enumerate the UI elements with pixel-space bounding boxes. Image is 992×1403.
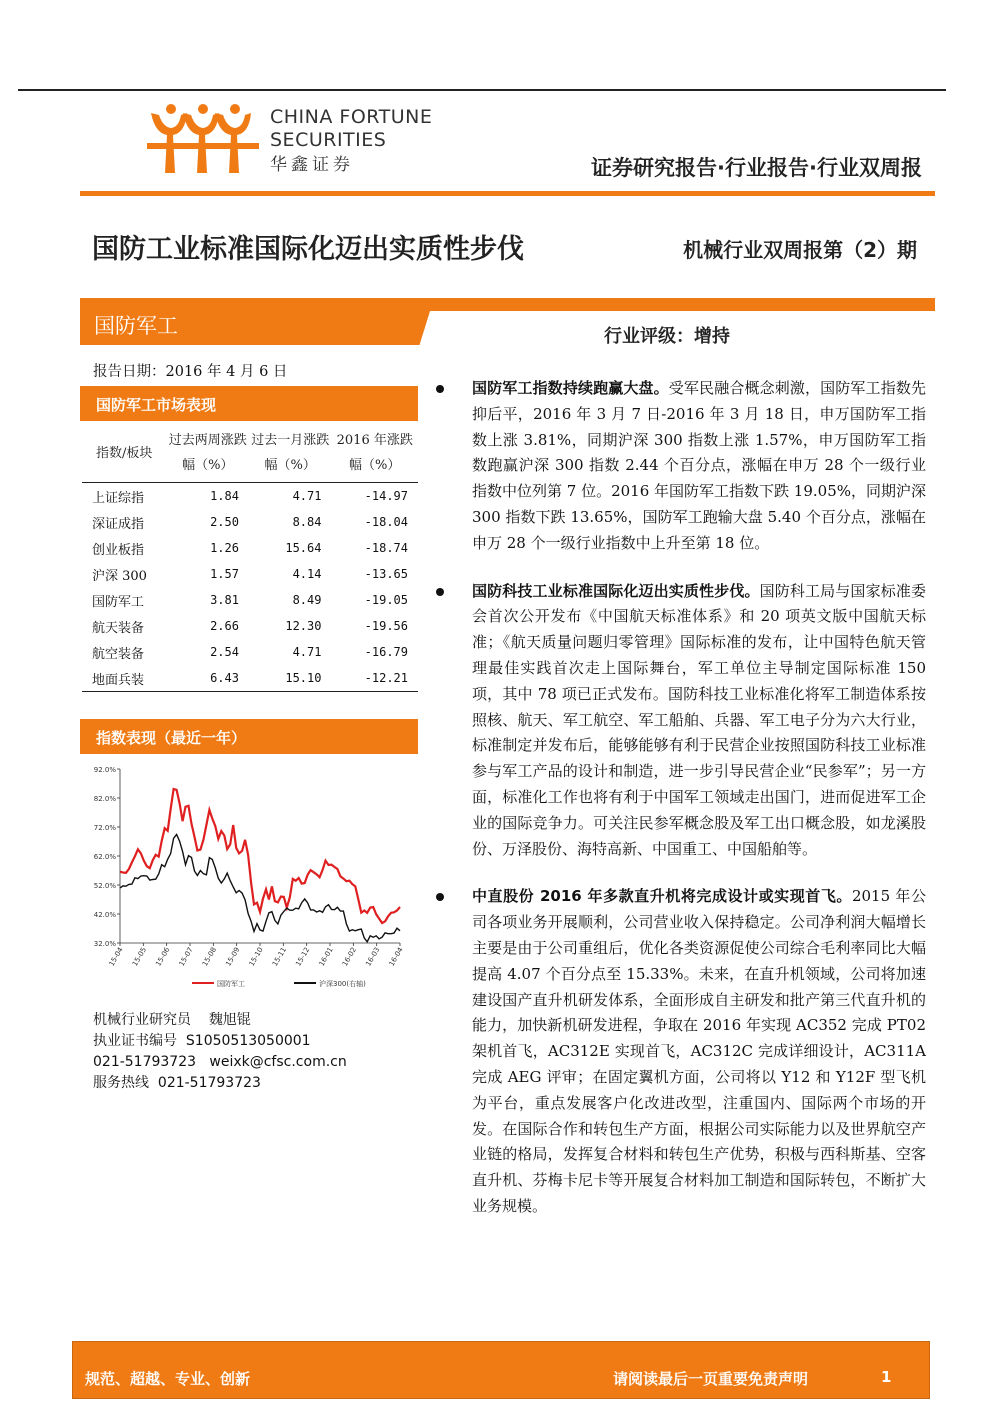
change-value: 4.71 — [292, 489, 322, 503]
x-tick-label: 15-10 — [247, 946, 265, 968]
index-performance-chart — [82, 755, 422, 995]
change-value: 6.43 — [210, 671, 239, 685]
brand-name-cn: 华鑫证券 — [270, 155, 354, 175]
change-value: 2.50 — [210, 515, 239, 529]
index-name: 国防军工 — [92, 594, 145, 610]
change-value: 8.49 — [292, 593, 322, 607]
table-row — [82, 535, 418, 561]
y-tick-label: 62.0% — [93, 853, 116, 861]
legend-label: 国防军工 — [217, 980, 245, 988]
bullet-icon — [436, 385, 444, 393]
market-section-header: 国防军工市场表现 — [80, 386, 418, 421]
index-name: 沪深 300 — [92, 568, 147, 584]
change-value: -18.74 — [364, 541, 408, 555]
analyst-title: 机械行业研究员 — [93, 1012, 191, 1028]
change-value: 15.64 — [285, 541, 322, 555]
change-value: -13.65 — [364, 567, 408, 581]
key-point — [436, 884, 926, 1219]
report-issue: 机械行业双周报第（2）期 — [683, 238, 917, 262]
change-value: -18.04 — [364, 515, 408, 529]
col-header: 过去一月涨跌幅（%） — [251, 433, 330, 473]
y-tick-label: 92.0% — [93, 766, 116, 774]
page-title: 国防工业标准国际化迈出实质性步伐 — [92, 234, 524, 265]
page-number: 1 — [881, 1368, 892, 1386]
y-tick-label: 72.0% — [93, 824, 116, 832]
change-value: 2.66 — [210, 619, 239, 633]
footer-motto: 规范、超越、专业、创新 — [85, 1370, 251, 1388]
change-value: -19.05 — [364, 593, 408, 607]
hotline-label: 服务热线 — [93, 1075, 149, 1091]
y-tick-label: 82.0% — [93, 795, 116, 803]
key-point — [436, 376, 926, 557]
series-line — [120, 789, 400, 923]
index-name: 航空装备 — [92, 646, 145, 662]
key-point-body: 国防科工局与国家标准委会首次公开发布《中国航天标准体系》和 20 项英文版中国航天标准；《航天质量问题归零管理》国际标准的发布，让中国特色航天管理最佳实践首次走上国际舞台，军工单位主导制定国际标准 150 项，其中 78 项已正式发布。国防科技工业标准化将军工制造体系按照核、航天、军工航空、军工船舶、兵器、军工电子分为六大行业，标准制定并发布后，能够能够有利于民营企业按照国防科技工业标准参与军工产品的设计和制造，进一步引导民营企业“民参军”；另一方面，标准化工作也将有利于中国军工领域走出国门，进而促进军工企业的国际竞争力。可关注民参军概念股及军工出口概念股，如龙溪股份、万泽股份、海特高新、中国重工、中国船舶等。 — [472, 581, 926, 858]
x-tick-label: 15-04 — [107, 946, 125, 968]
change-value: 15.10 — [285, 671, 322, 685]
index-name: 创业板指 — [92, 542, 145, 558]
top-rule — [18, 89, 946, 91]
cert-number: S1050513050001 — [185, 1033, 311, 1049]
bullet-icon — [436, 893, 444, 901]
change-value: 4.14 — [292, 567, 322, 581]
key-point — [436, 579, 926, 863]
industry-rating: 行业评级：增持 — [604, 326, 730, 347]
analyst-name: 魏旭锟 — [208, 1012, 251, 1028]
index-name: 地面兵装 — [92, 672, 145, 688]
change-value: -12.21 — [364, 671, 408, 685]
x-tick-label: 15-12 — [294, 946, 312, 968]
change-value: -14.97 — [364, 489, 408, 503]
change-value: 1.26 — [210, 541, 239, 555]
change-value: 4.71 — [292, 645, 322, 659]
index-name: 深证成指 — [92, 516, 145, 532]
x-tick-label: 15-06 — [154, 946, 172, 968]
change-value: 2.54 — [210, 645, 239, 659]
change-value: 12.30 — [285, 619, 322, 633]
change-value: -19.56 — [364, 619, 408, 633]
x-tick-label: 15-05 — [130, 946, 149, 968]
col-header: 2016 年涨跌幅（%） — [336, 433, 413, 473]
change-value: 3.81 — [210, 593, 239, 607]
key-point-body: 受军民融合概念刺激，国防军工指数先抑后平，2016 年 3 月 7 日-2016 年 3 月 18 日，申万国防军工指数上涨 3.81%，同期沪深 300 指数上涨 1.57%，申万国防军工指数跑赢沪深 300 指数 2.44 个百分点，涨幅在申万 28 个一级行业指数中位列第 7 位。2016 年国防军工指数下跌 19.05%，同期沪深 300 指数下跌 13.65%，国防军工跑输大盘 5.40 个百分点，涨幅在申万 28 个一级行业指数中上升至第 18 位。 — [472, 379, 926, 552]
table-row — [82, 587, 418, 613]
legend-label: 沪深300(右轴) — [319, 980, 366, 988]
table-row — [82, 561, 418, 587]
brand-name-en: CHINA FORTUNE SECURITIES — [270, 106, 433, 151]
key-points — [436, 376, 926, 1242]
y-tick-label: 52.0% — [93, 882, 116, 890]
index-name: 航天装备 — [92, 620, 145, 636]
x-tick-label: 15-09 — [224, 946, 242, 968]
x-tick-label: 16-04 — [387, 946, 405, 968]
hotline-number: 021-51793723 — [157, 1075, 261, 1091]
change-value: -16.79 — [364, 645, 408, 659]
x-tick-label: 15-08 — [200, 946, 219, 968]
x-tick-label: 15-07 — [177, 946, 195, 968]
col-header: 过去两周涨跌幅（%） — [168, 433, 247, 473]
chart-section-header: 指数表现（最近一年） — [80, 719, 418, 754]
change-value: 1.57 — [210, 567, 239, 581]
analyst-phone: 021-51793723 — [93, 1054, 197, 1070]
key-point-body: 2015 年公司各项业务开展顺利，公司营业收入保持稳定。公司净利润大幅增长主要是由于公司重组后，优化各类资源促使公司综合毛利率同比大幅提高 4.07 个百分点至 15.33%。未来，在直升机领域，公司将加速建设国产直升机研发体系，全面形成自主研发和批产第三代直升机的能力，加快新机研发进程，争取在 2016 年实现 AC352 完成 PT02 架机首飞，AC312E 实现首飞，AC312C 完成详细设计，AC311A 完成 AEG 评审；在固定翼机方面，公司将以 Y12 和 Y12F 型飞机为平台，重点发展客户化改进改型，注重国内、国际两个市场的开发。在国际合作和转包生产方面，根据公司实际能力以及世界航空产业链的格局，发挥复合材料和转包生产优势，积极与西科斯基、空客直升机、芬梅卡尼卡等开展复合材料加工制造和国际转包，不断扩大业务规模。 — [472, 887, 926, 1215]
change-value: 8.84 — [292, 515, 322, 529]
table-row — [82, 665, 418, 692]
header-divider — [80, 191, 935, 196]
disclaimer-link[interactable]: 请阅读最后一页重要免责声明 — [613, 1370, 809, 1388]
y-tick-label: 42.0% — [93, 911, 116, 919]
key-point-head: 国防军工指数持续跑赢大盘。 — [472, 379, 669, 397]
analyst-info — [93, 1010, 347, 1094]
x-tick-label: 16-03 — [364, 946, 382, 968]
bullet-icon — [436, 588, 444, 596]
change-value: 1.84 — [210, 489, 239, 503]
index-name: 上证综指 — [92, 490, 145, 506]
key-point-head: 国防科技工业标准国际化迈出实质性步伐。 — [472, 581, 760, 600]
company-logo-icon — [145, 103, 263, 175]
series-line — [120, 835, 400, 942]
col-header: 指数/板块 — [96, 445, 153, 461]
x-tick-label: 15-11 — [270, 946, 289, 968]
sector-label: 国防军工 — [94, 314, 178, 338]
table-row — [82, 509, 418, 535]
table-row — [82, 613, 418, 639]
x-tick-label: 16-02 — [340, 946, 359, 968]
y-tick-label: 32.0% — [93, 940, 116, 948]
market-performance-table — [82, 424, 418, 692]
key-point-head: 中直股份 2016 年多款直升机将完成设计或实现首飞。 — [472, 887, 852, 906]
report-series: 证券研究报告·行业报告·行业双周报 — [591, 156, 922, 180]
report-date: 报告日期：2016 年 4 月 6 日 — [93, 364, 288, 380]
x-tick-label: 16-01 — [317, 946, 335, 968]
sector-banner — [80, 298, 935, 345]
page-footer — [72, 1341, 930, 1399]
table-row — [82, 639, 418, 665]
analyst-email[interactable]: weixk@cfsc.com.cn — [209, 1054, 347, 1070]
cert-label: 执业证书编号 — [93, 1033, 177, 1049]
table-row — [82, 483, 418, 510]
